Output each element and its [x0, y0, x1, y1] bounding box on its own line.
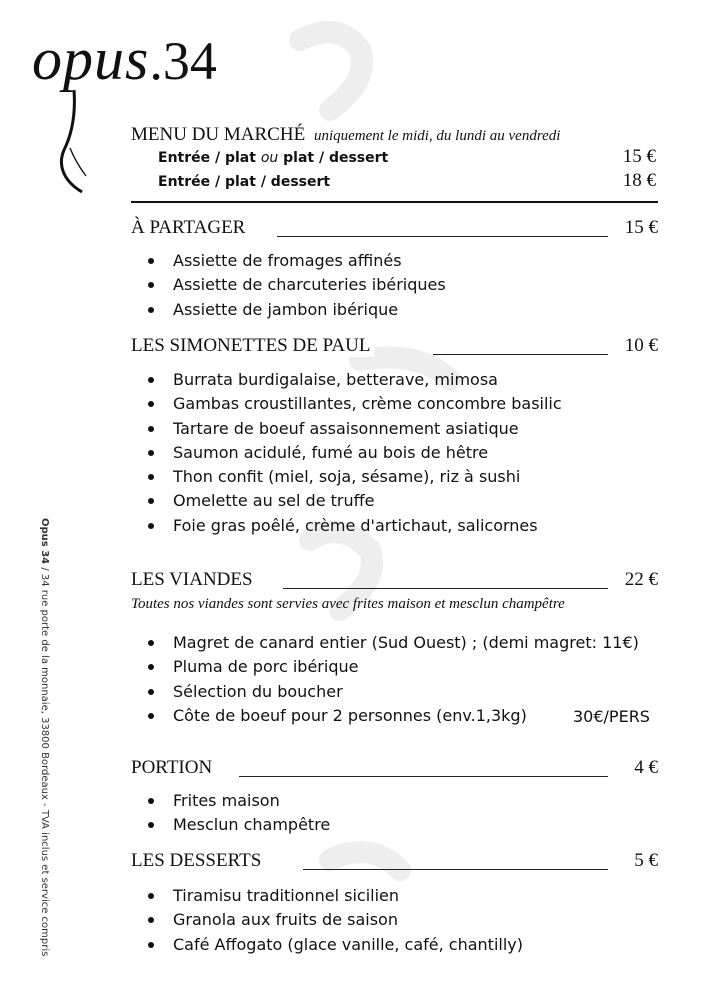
marche-formula-2: Entrée / plat / dessert [158, 174, 331, 190]
marche-formula-1-price: 15 € [622, 146, 656, 167]
section-simonettes [131, 335, 658, 361]
list-item: Gambas croustillantes, crème concombre basilic [143, 392, 562, 416]
marche-heading: MENU DU MARCHÉ [131, 124, 306, 145]
cote-de-boeuf-price: 30€/PERS [573, 707, 650, 726]
list-item: Assiette de charcuteries ibériques [143, 273, 446, 297]
viandes-list [143, 631, 639, 728]
logo-script: opus [32, 26, 150, 92]
list-item: Mesclun champêtre [143, 813, 330, 837]
section-viandes [131, 569, 658, 595]
list-item: Pluma de porc ibérique [143, 655, 639, 679]
section-title: PORTION [131, 757, 216, 779]
section-title: LES DESSERTS [131, 850, 265, 872]
viandes-subtitle: Toutes nos viandes sont servies avec frites maison et mesclun champêtre [131, 596, 565, 612]
section-desserts [131, 850, 658, 876]
list-item: Burrata burdigalaise, betterave, mimosa [143, 368, 562, 392]
section-title: LES VIANDES [131, 569, 257, 591]
list-item: Tiramisu traditionnel sicilien [143, 884, 523, 908]
divider [131, 201, 658, 203]
menu-du-marche-title [131, 124, 560, 146]
list-item: Foie gras poêlé, crème d'artichaut, salicornes [143, 514, 562, 538]
logo-flourish [56, 88, 96, 198]
list-item: Omelette au sel de truffe [143, 489, 562, 513]
section-title: LES SIMONETTES DE PAUL [131, 335, 374, 357]
side-restaurant-name: Opus 34 [39, 518, 50, 565]
list-item: Granola aux fruits de saison [143, 908, 523, 932]
list-item: Tartare de boeuf assaisonnement asiatique [143, 417, 562, 441]
leader-line [277, 236, 608, 237]
formula-1-part-b: plat / dessert [278, 150, 389, 166]
section-price: 22 € [624, 569, 658, 590]
portion-list [143, 789, 330, 838]
formula-1-part-a: Entrée / plat [158, 150, 261, 166]
list-item: Saumon acidulé, fumé au bois de hêtre [143, 441, 562, 465]
partager-list [143, 249, 446, 322]
leader-line [303, 869, 608, 870]
section-a-partager [131, 217, 658, 243]
restaurant-logo [32, 24, 217, 96]
list-item: Côte de boeuf pour 2 personnes (env.1,3kg) [143, 704, 639, 728]
leader-line [433, 354, 608, 355]
list-item: Sélection du boucher [143, 680, 639, 704]
leader-line [283, 588, 608, 589]
list-item: Magret de canard entier (Sud Ouest) ; (demi magret: 11€) [143, 631, 639, 655]
list-item: Assiette de fromages affinés [143, 249, 446, 273]
list-item: Café Affogato (glace vanille, café, chantilly) [143, 933, 523, 957]
section-title: À PARTAGER [131, 217, 249, 239]
address-footer [36, 518, 52, 957]
marche-availability-note: uniquement le midi, du lundi au vendredi [313, 128, 561, 144]
formula-1-or: ou [260, 150, 279, 166]
side-address: / 34 rue porte de la monnaie, 33800 Bordeaux - TVA inclus et service compris [39, 564, 50, 957]
marche-formula-1 [158, 150, 658, 166]
list-item: Assiette de jambon ibérique [143, 298, 446, 322]
section-price: 5 € [634, 850, 658, 871]
simonettes-list [143, 368, 562, 538]
desserts-list [143, 884, 523, 957]
marche-formula-2-price: 18 € [622, 170, 656, 191]
section-price: 4 € [634, 757, 658, 778]
section-price: 10 € [624, 335, 658, 356]
section-portion [131, 757, 658, 783]
logo-number: .34 [149, 31, 217, 91]
list-item: Thon confit (miel, soja, sésame), riz à sushi [143, 465, 562, 489]
list-item: Frites maison [143, 789, 330, 813]
section-price: 15 € [624, 217, 658, 238]
leader-line [239, 776, 608, 777]
